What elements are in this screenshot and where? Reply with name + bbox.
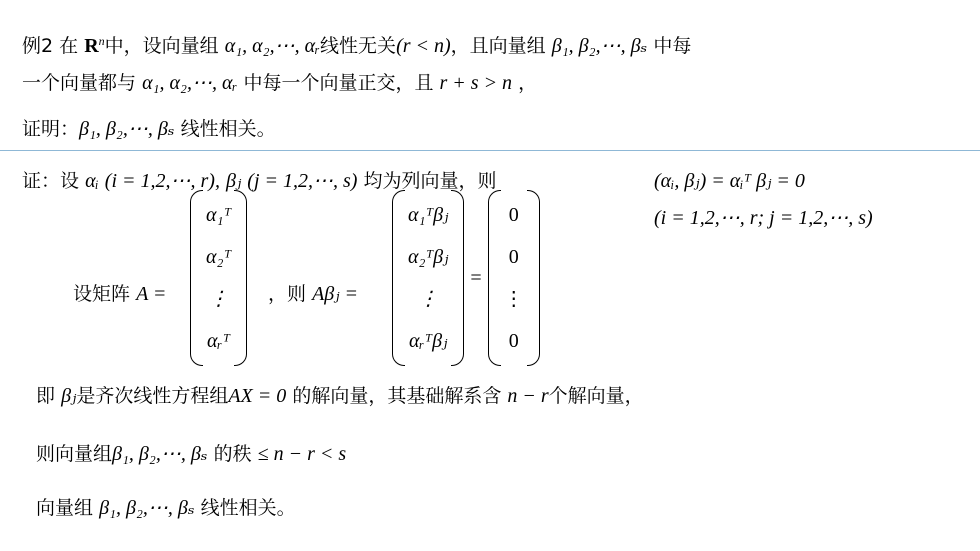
inner-product: (αᵢ, βⱼ) = αᵢᵀ βⱼ = 0 [654, 170, 805, 192]
right-paren [451, 190, 464, 366]
ax-zero: AX = 0 [228, 385, 287, 407]
and-text: ，且向量组 [450, 35, 546, 57]
i-range: (i = 1,2,⋯, r), [104, 170, 220, 192]
beta-list-conclusion: β₁, β₂,⋯, βₛ [99, 497, 195, 519]
n-minus-r: n − r [507, 385, 549, 407]
then-label [268, 281, 358, 307]
equals-sign: = [470, 266, 482, 289]
example-label: 例2 [22, 35, 54, 57]
beta-j: βⱼ [225, 170, 242, 192]
line-c1: 向量组 [36, 497, 94, 519]
left-paren [190, 190, 203, 366]
independent-text: 线性无关 [320, 35, 397, 57]
prove-label: 证明： [22, 118, 80, 140]
matrix-a-cell: ⋮ [208, 287, 229, 310]
matrix-zero-cell: 0 [508, 329, 519, 352]
beta-j-plain: βⱼ [61, 385, 77, 407]
line-a3: 的解向量，其基础解系含 [292, 385, 502, 407]
alpha-list: α₁, α₂,⋯, αᵣ [224, 35, 321, 57]
rank-ineq: ≤ n − r < s [257, 443, 347, 465]
matrix-ab-cells [405, 190, 451, 366]
proof-line-conclusion [36, 495, 296, 521]
left-paren [392, 190, 405, 366]
beta-list-3: β₁, β₂,⋯, βₛ [79, 118, 175, 140]
a-eq: A = [136, 283, 167, 305]
line-a1: 即 [36, 385, 56, 407]
matrix-zero-cell: 0 [508, 245, 519, 268]
index-ranges: (i = 1,2,⋯, r; j = 1,2,⋯, s) [654, 207, 873, 229]
example-line-1 [22, 28, 691, 59]
example-line-3 [22, 116, 276, 142]
matrix-ab-cell: α₁ᵀβⱼ [408, 203, 449, 226]
alpha-list-2: α₁, α₂,⋯, αᵣ [142, 72, 238, 94]
matrix-zero-cell: ⋮ [503, 287, 524, 310]
matrix-ab-cell: ⋮ [418, 287, 439, 310]
then-text: ，则 [268, 283, 307, 305]
line2-a: 一个向量都与 [22, 72, 137, 94]
left-paren [488, 190, 501, 366]
alpha-i: αᵢ [85, 170, 99, 192]
line-a2: 是齐次线性方程组 [76, 385, 229, 407]
matrix-a-cell: α₂ᵀ [206, 245, 232, 268]
r-lt-n: (r < n) [396, 35, 451, 57]
matrix-a-cell: αᵣᵀ [207, 329, 231, 352]
j-range: (j = 1,2,⋯, s) [247, 170, 358, 192]
set-matrix-text: 设矩阵 [73, 283, 131, 305]
line2-b: 中每一个向量正交，且 [243, 72, 434, 94]
set-matrix-label [73, 281, 166, 307]
proof-line-solution [36, 383, 644, 409]
section-divider [0, 150, 980, 151]
column-text: 均为列向量，则 [363, 170, 497, 192]
rn-symbol: $R^n$ [84, 34, 105, 57]
each-text: 中每 [653, 35, 692, 57]
matrix-a [190, 190, 247, 366]
line-b1: 则向量组 [36, 443, 113, 465]
line1-rest: 中，设向量组 [104, 35, 219, 57]
right-paren [234, 190, 247, 366]
matrix-a-cells [203, 190, 234, 366]
in-text: 在 [59, 35, 79, 57]
beta-list: β₁, β₂,⋯, βₛ [551, 35, 648, 57]
matrix-ab-cell: α₂ᵀβⱼ [408, 245, 449, 268]
dependent-text: 线性相关。 [180, 118, 276, 140]
a-beta-eq: Aβⱼ = [312, 283, 359, 305]
comma: ， [518, 72, 538, 94]
line-a4: 个解向量， [548, 385, 644, 407]
r-s-n: r + s > n [439, 72, 513, 94]
proof-label: 证：设 [22, 170, 80, 192]
line-c2: 线性相关。 [200, 497, 296, 519]
matrix-ab-cell: αᵣᵀβⱼ [409, 329, 448, 352]
matrix-zero-cell: 0 [508, 203, 519, 226]
line-b2: 的秩 [213, 443, 252, 465]
matrix-ab [392, 190, 540, 366]
beta-list-rank: β₁, β₂,⋯, βₛ [112, 443, 208, 465]
example-line-2 [22, 70, 537, 96]
matrix-zero-cells [501, 190, 527, 366]
proof-line-rank [36, 441, 346, 467]
right-paren [527, 190, 540, 366]
matrix-a-cell: α₁ᵀ [206, 203, 232, 226]
